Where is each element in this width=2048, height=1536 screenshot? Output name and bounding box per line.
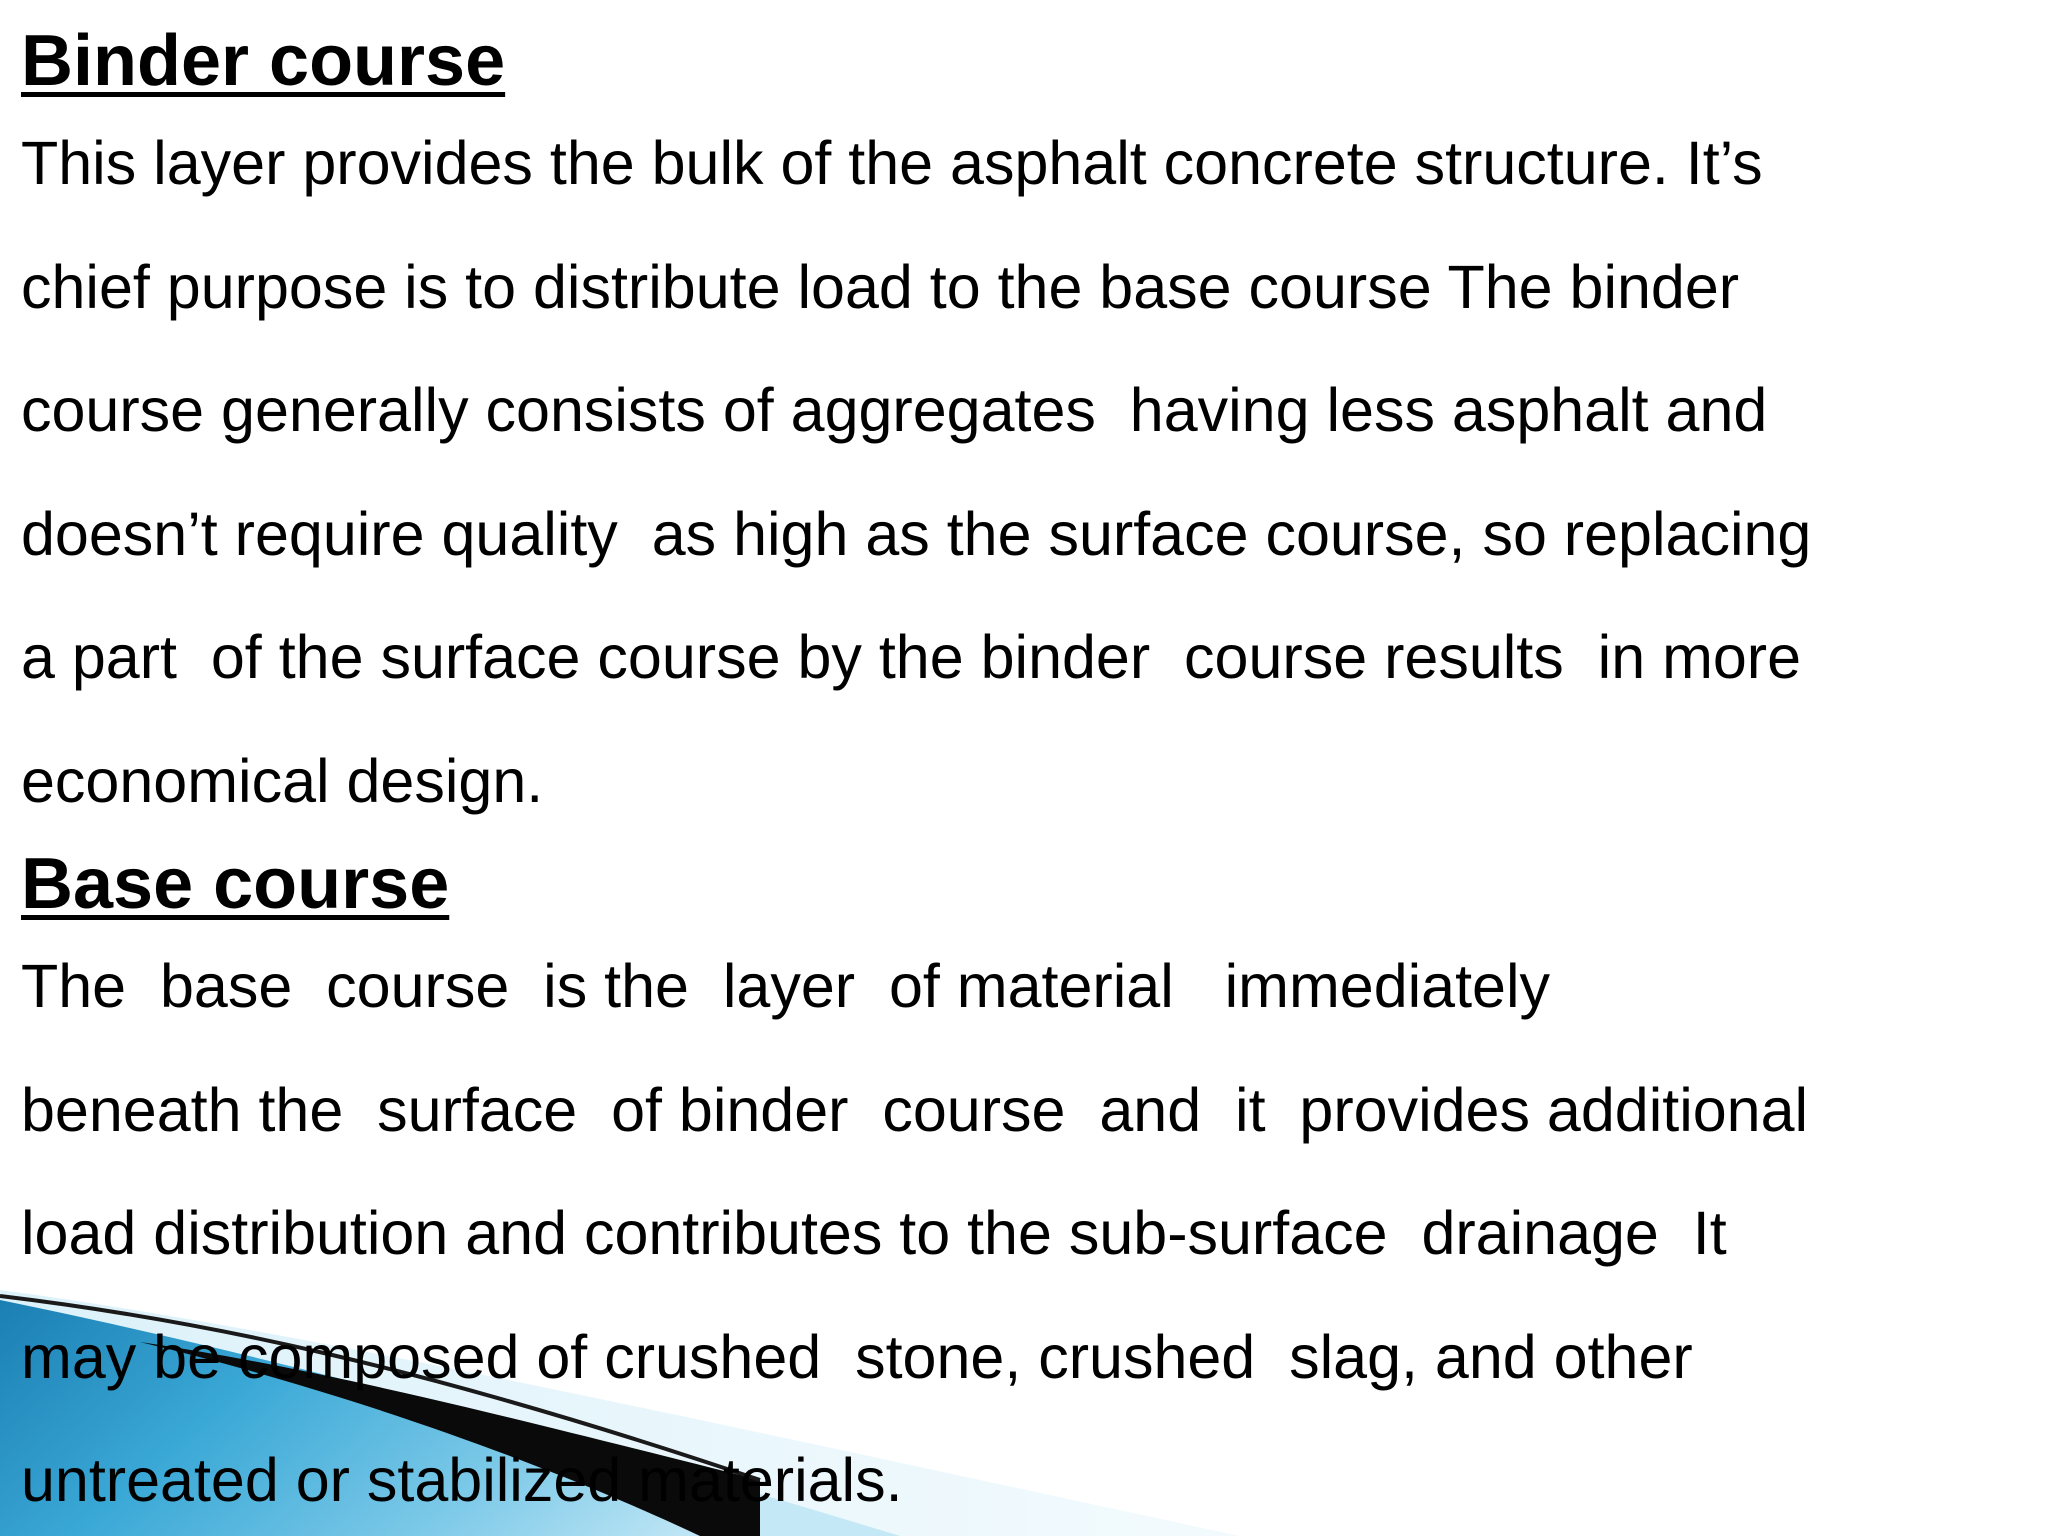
base-line-5: untreated or stabilized materials. <box>21 1446 903 1514</box>
base-line-3: load distribution and contributes to the sub-surface drainage It <box>21 1199 1727 1267</box>
base-course-heading: Base course <box>21 844 450 924</box>
base-line-1: The base course is the layer of material immediately <box>21 952 1551 1020</box>
binder-line-1: This layer provides the bulk of the asphalt concrete structure. It’s <box>21 129 1763 197</box>
binder-line-3: course generally consists of aggregates having less asphalt and <box>21 376 1768 444</box>
binder-line-2: chief purpose is to distribute load to the base course The binder <box>21 252 1740 321</box>
binder-line-5: a part of the surface course by the binder course results in more <box>21 623 1802 691</box>
base-line-2: beneath the surface of binder course and it provides additional <box>21 1075 1809 1144</box>
slide-content <box>21 20 2031 1536</box>
base-course-paragraph <box>21 925 2031 1536</box>
binder-line-4: doesn’t require quality as high as the surface course, so replacing <box>21 499 1812 568</box>
binder-course-heading: Binder course <box>21 21 506 101</box>
binder-course-paragraph <box>21 102 2031 843</box>
binder-line-6: economical design. <box>21 746 544 815</box>
base-line-4: may be composed of crushed stone, crushed slag, and other <box>21 1322 1693 1391</box>
